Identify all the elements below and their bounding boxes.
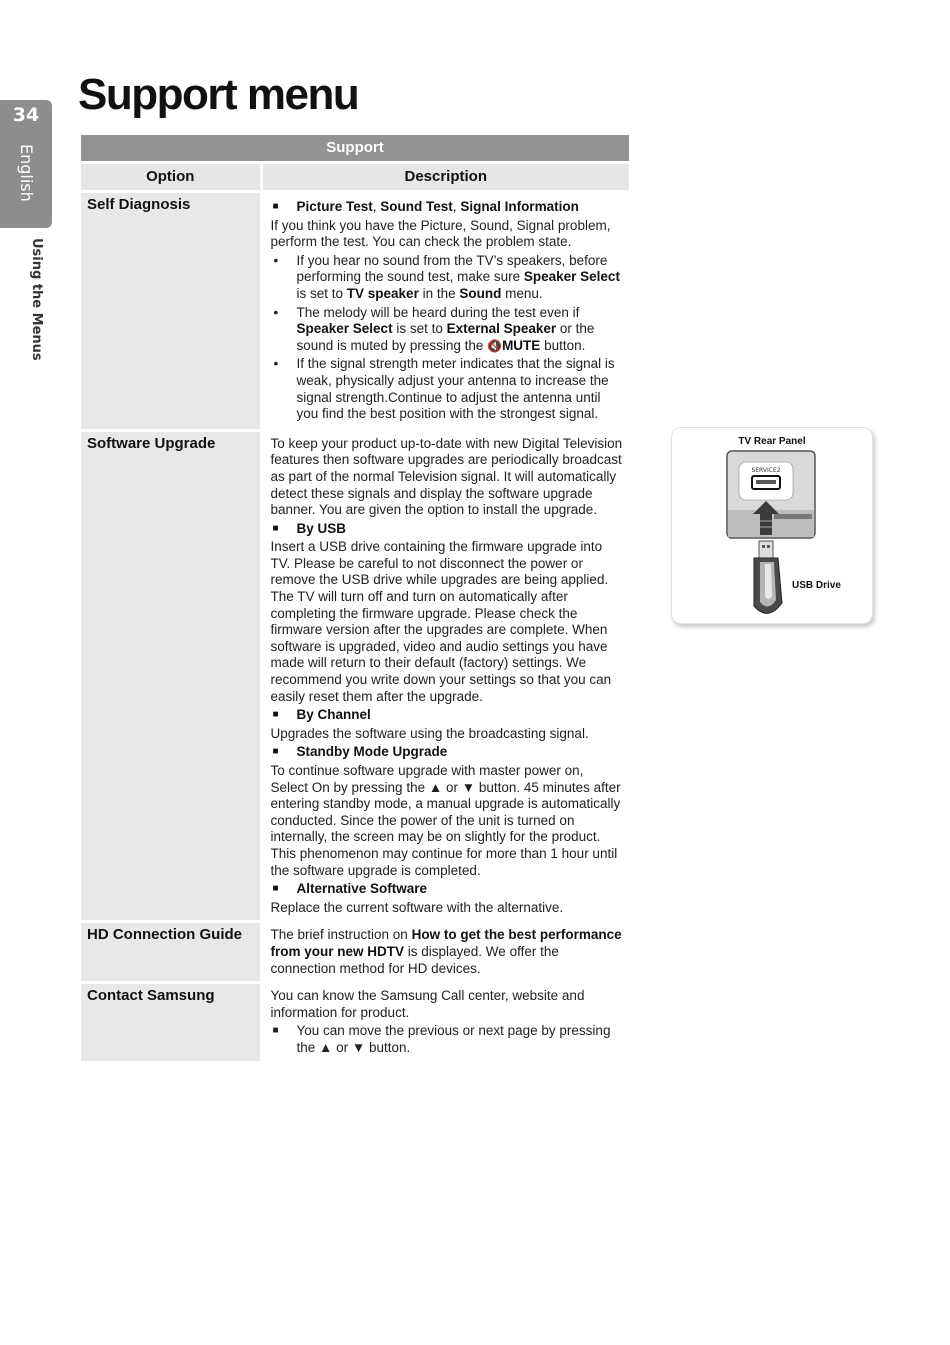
section-label: Using the Menus	[29, 238, 44, 361]
by-channel-text: Upgrades the software using the broadcasting signal.	[270, 725, 589, 741]
usb-figure	[671, 427, 873, 624]
table-row	[81, 192, 629, 431]
list-item: • If you hear no sound from the TV’s speakers, before performing the sound test, make sure Speaker Select is set to TV speaker in the Sound menu.	[271, 253, 624, 303]
contact-samsung-note: ■ You can move the previous or next page by pressing the ▲ or ▼ button.	[271, 1023, 624, 1056]
usb-port-icon	[752, 476, 780, 489]
description-contact-samsung	[261, 983, 629, 1062]
table-row	[81, 922, 629, 983]
list-item: • If the signal strength meter indicates that the signal is weak, physically adjust your antenna to increase the signal strength.Continue to adjust the antenna until you find the best position with the strongest signal.	[271, 356, 624, 422]
table-row	[81, 430, 629, 922]
by-usb-text: Insert a USB drive containing the firmware upgrade into TV. Please be careful to not disconnect the power or remove the USB drive while upgrades are being applied. The TV will turn off and turn on automatically after completing the firmware upgrade. Please check the firmware version after the upgrades are complete. When software is upgraded, video and audio settings you have made will return to their default (factory) settings. We recommend you write down your settings so that you can easily reset them after the upgrade.	[270, 539, 612, 704]
by-usb-heading: ■ By USB	[271, 521, 624, 538]
option-contact-samsung: Contact Samsung	[81, 983, 261, 1062]
alternative-software-text: Replace the current software with the alternative.	[270, 899, 564, 915]
column-header-description: Description	[261, 163, 629, 192]
software-upgrade-intro: To keep your product up-to-date with new Digital Television features then software upgrades are periodically broadcast as part of the normal Television signal. It will automatically detect these signals and display the software upgrade banner. You are given the option to install the upgrade.	[270, 435, 623, 518]
hd-connection-text: The brief instruction on How to get the best performance from your new HDTV is displayed. We offer the connection method for HD devices.	[270, 927, 622, 976]
port-label: SERVICE2	[751, 467, 781, 474]
contact-samsung-text: You can know the Samsung Call center, website and information for product.	[270, 988, 585, 1020]
option-self-diagnosis: Self Diagnosis	[81, 192, 261, 431]
mute-icon: 🔇	[487, 338, 503, 353]
table-caption: Support	[81, 135, 629, 163]
page-number: 34	[12, 104, 40, 126]
option-hd-connection-guide: HD Connection Guide	[81, 922, 261, 983]
usb-illustration	[672, 428, 872, 623]
option-software-upgrade: Software Upgrade	[81, 430, 261, 922]
by-channel-heading: ■ By Channel	[271, 707, 624, 724]
list-item: • The melody will be heard during the test even if Speaker Select is set to External Speaker or the sound is muted by pressing the 🔇MUTE button.	[271, 305, 624, 355]
table-row	[81, 983, 629, 1062]
language-label: English	[17, 144, 36, 202]
standby-heading: ■ Standby Mode Upgrade	[271, 744, 624, 761]
column-header-option: Option	[81, 163, 261, 192]
self-diagnosis-intro: If you think you have the Picture, Sound, Signal problem, perform the test. You can check the problem state.	[270, 217, 611, 250]
alternative-software-heading: ■ Alternative Software	[271, 881, 624, 898]
description-self-diagnosis	[261, 192, 629, 431]
page-title: Support menu	[78, 70, 359, 119]
description-software-upgrade	[261, 430, 629, 922]
description-hd-connection-guide	[261, 922, 629, 983]
figure-title: TV Rear Panel	[738, 436, 806, 447]
usb-drive-label: USB Drive	[792, 580, 841, 591]
standby-text: To continue software upgrade with master power on, Select On by pressing the ▲ or ▼ button. 45 minutes after entering standby mode, a manual upgrade is automatically conducted. Since the power of the unit is turned on internally, the screen may be on slightly for the product. This phenomenon may continue for more than 1 hour until the software upgrade is completed.	[270, 763, 621, 878]
support-table	[81, 135, 629, 1064]
self-diagnosis-heading: ■ Picture Test, Sound Test, Signal Information	[271, 199, 624, 216]
usb-drive-icon	[754, 541, 782, 613]
